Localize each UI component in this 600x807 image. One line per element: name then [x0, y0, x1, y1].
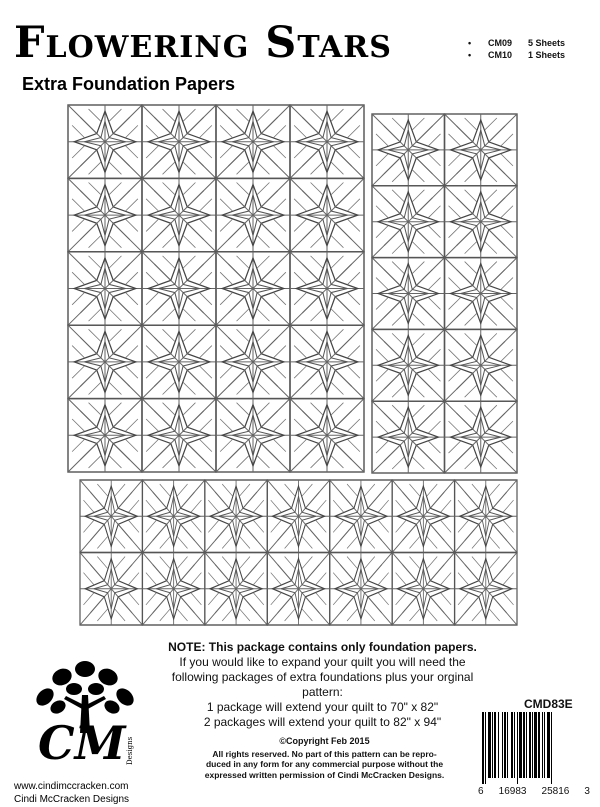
quilt-star-block	[372, 329, 445, 401]
barcode-bar	[519, 712, 522, 778]
note-label: NOTE:	[168, 640, 206, 654]
quilt-star-block	[445, 401, 518, 473]
quilt-star-block	[68, 105, 142, 178]
barcode-digit: 6	[478, 786, 484, 797]
barcode-bar	[523, 712, 525, 778]
quilt-star-block	[205, 480, 267, 553]
product-subtitle: Extra Foundation Papers	[22, 74, 236, 94]
barcode-bar	[529, 712, 531, 778]
note-line: 1 package will extend your quilt to 70" x 82"	[206, 700, 439, 714]
quilt-star-block	[445, 258, 518, 330]
barcode-bar	[494, 712, 496, 778]
quilt-star-block	[216, 178, 290, 251]
logo-letters: CM	[38, 716, 126, 770]
product-sku: CMD83E	[524, 697, 573, 711]
barcode-bar	[517, 712, 518, 784]
barcode-digit: 16983	[498, 786, 527, 797]
quilt-star-block	[68, 252, 142, 325]
barcode-bar	[482, 712, 484, 784]
quilt-star-block	[68, 399, 142, 472]
barcode-bar	[492, 712, 493, 778]
quilt-star-block	[392, 480, 454, 553]
website-url: www.cindimccracken.com	[14, 781, 129, 792]
note-headline	[150, 640, 495, 655]
quilt-star-block	[68, 325, 142, 398]
code-id: CM10	[488, 50, 513, 60]
copyright-line: All rights reserved. No part of this pattern can be repro-	[212, 748, 437, 759]
note-headline-text: This package contains only foundation papers.	[205, 640, 477, 654]
quilt-star-block	[372, 114, 445, 186]
barcode-bar	[544, 712, 545, 778]
quilt-star-block	[290, 399, 364, 472]
quilt-star-block	[372, 401, 445, 473]
barcode-digit: 3	[584, 786, 590, 797]
barcode-bar	[488, 712, 491, 778]
barcode-bar	[504, 712, 506, 778]
quilt-star-block	[290, 252, 364, 325]
barcode-bar	[502, 712, 503, 778]
code-desc: 5 Sheets	[528, 38, 566, 48]
barcode-bar	[498, 712, 499, 778]
copyright-line: ©Copyright Feb 2015	[279, 736, 370, 746]
quilt-star-block	[142, 553, 204, 626]
quilt-star-block	[142, 399, 216, 472]
quilt-star-block	[142, 105, 216, 178]
company-name: Cindi McCracken Designs	[14, 794, 130, 805]
note-block	[150, 640, 495, 730]
product-title: Flowering Stars	[14, 18, 392, 68]
quilt-star-block	[142, 178, 216, 251]
barcode-bar	[526, 712, 527, 778]
quilt-star-block	[142, 480, 204, 553]
barcode-bar	[534, 712, 537, 778]
quilt-star-block	[372, 258, 445, 330]
quilt-star-block	[216, 399, 290, 472]
quilt-star-block	[216, 325, 290, 398]
note-line: following packages of extra foundations plus your orginal	[171, 670, 474, 684]
note-line: 2 packages will extend your quilt to 82" x 94"	[203, 715, 442, 729]
barcode-number	[478, 786, 590, 797]
quilt-star-block	[216, 252, 290, 325]
barcode-image	[480, 712, 588, 784]
code-desc: 1 Sheets	[528, 50, 566, 60]
quilt-star-block	[290, 105, 364, 178]
quilt-star-block	[216, 105, 290, 178]
bullet-icon: •	[468, 38, 472, 48]
quilt-star-block	[455, 553, 517, 626]
barcode-bars	[482, 712, 552, 784]
quilt-star-block	[267, 480, 329, 553]
quilt-star-block	[290, 325, 364, 398]
note-line: pattern:	[302, 685, 343, 699]
code-id: CM09	[488, 38, 513, 48]
logo-designs-text: Designs	[126, 736, 134, 765]
quilt-star-block	[80, 480, 142, 553]
barcode-bar	[485, 712, 486, 784]
quilt-star-block	[445, 329, 518, 401]
quilt-star-block	[80, 553, 142, 626]
quilt-star-block	[142, 325, 216, 398]
copyright-line: expressed written permission of Cindi McCracken Designs.	[204, 769, 445, 780]
quilt-star-block	[142, 252, 216, 325]
barcode-bar	[538, 712, 540, 778]
quilt-star-block	[290, 178, 364, 251]
quilt-star-block	[330, 480, 392, 553]
quilt-star-block	[392, 553, 454, 626]
quilt-star-block	[68, 178, 142, 251]
barcode-digit: 25816	[541, 786, 570, 797]
barcode-bar	[547, 712, 550, 778]
copyright-line: duced in any form for any commercial purpose without the	[205, 759, 444, 769]
barcode-bar	[551, 712, 552, 784]
quilt-star-block	[330, 553, 392, 626]
note-line: If you would like to expand your quilt you will need the	[179, 655, 466, 669]
barcode-bar	[542, 712, 543, 778]
barcode-bar	[532, 712, 533, 778]
barcode-bar	[511, 712, 513, 778]
tree-logo-icon	[20, 655, 150, 780]
quilt-star-block	[205, 553, 267, 626]
quilt-star-block	[267, 553, 329, 626]
bullet-icon: •	[468, 50, 472, 60]
barcode-bar	[507, 712, 508, 778]
quilt-star-block	[372, 186, 445, 258]
quilt-star-block	[445, 186, 518, 258]
barcode-bar	[514, 712, 515, 778]
quilt-star-block	[455, 480, 517, 553]
quilt-star-block	[445, 114, 518, 186]
copyright-block	[172, 736, 477, 780]
